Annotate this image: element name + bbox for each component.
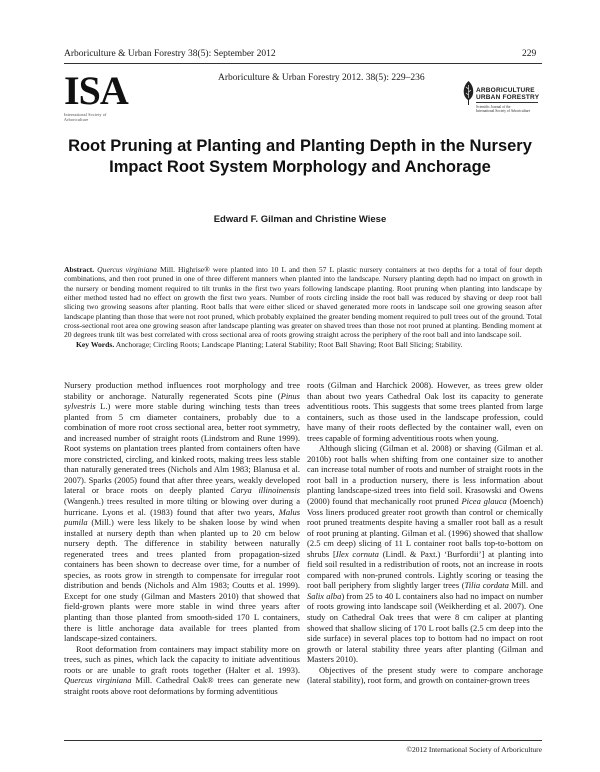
abstract	[64, 265, 542, 349]
auf-logo-subtitle	[476, 105, 542, 114]
copyright: ©2012 International Society of Arboriculture	[406, 745, 542, 754]
abstract-label: Abstract.	[64, 265, 95, 274]
abstract-body	[64, 265, 542, 340]
species-name: Ilex cornuta	[335, 548, 379, 559]
body-text: Mill. Cathedral Oak® trees can generate new straight roots above root deformations by forming adventitious	[64, 675, 300, 696]
body-text: (Mill.) were less likely to be shaken loose by wind when installed at nursery depth than when planted up to 20 cm below nursery depth. The difference in stability between naturally regenerated trees and trees planted from propagation-sized containers has been shown to decrease over time, for a number of species, as roots grow in strength to compensate for irregular root distribution and bends (Nichols and Alm 1983; Coutts et al. 1999). Except for one study (Gilman and Masters 2010) that showed that field-grown plants were more stable in wind three years after planting than those planted from smooth-sided 170 L containers, there is little anchorage data available for trees planted from landscape-sized containers.	[64, 517, 300, 644]
page-number: 229	[522, 49, 537, 59]
body-paragraph	[64, 644, 300, 697]
tree-icon	[462, 80, 475, 106]
abstract-species: Quercus virginiana	[97, 265, 157, 274]
body-text: (Wangenh.) trees resulted in more tilting or blowing over during a hurricane. Lyons et al. (1983) found that after two years,	[64, 496, 300, 517]
body-text: Mill. and	[508, 580, 543, 591]
keywords	[64, 340, 542, 349]
abstract-text: Mill. Highrise® were planted into 10 L and then 57 L plastic nursery containers at two depths for a total of four depth combinations, and then root pruned in one of three different manners when planted into the landscape. Nursery planting depth had no impact on growth in the nursery or bending moment required to tilt trunks in the first two years following landscape planting. Root pruning when planting into landscape by either method tested had no effect on growth the first two years. Number of roots circling inside the root ball was reduced by shaving or deep root ball slicing two growing seasons after planting. Root balls that were either sliced or shaved generated more roots in landscape soil one growing season after landscape planting than those that were not root pruned, which probably explained the greater bending moment required to pull trees out of the ground. Total cross-sectional root area one growing season after landscape planting was greater on shaved trees than those not root pruned at planting. Bending moment at 20 degrees trunk tilt was best correlated with cross sectional area of roots growing straight across the periphery of the root ball and into landscape soil.	[64, 265, 542, 340]
species-name: Pinus sylvestris	[64, 390, 300, 412]
auf-logo-text	[476, 87, 539, 101]
species-name: Salix alba	[307, 590, 342, 601]
isa-logo-tagline: International Society of Arboriculture	[64, 112, 107, 122]
body-text: Nursery production method influences root morphology and tree stability or anchorage. Naturally regenerated Scots pine (	[64, 380, 300, 401]
auf-logo-line2: URBAN FORESTRY	[476, 94, 540, 101]
auf-logo	[462, 80, 542, 122]
journal-citation: Arboriculture & Urban Forestry 2012. 38(5): 229–236	[218, 73, 425, 83]
auf-logo-line1: ARBORICULTURE	[476, 87, 535, 94]
body-paragraph: Objectives of the present study were to compare anchorage (lateral stability), root form, and growth on container-grown trees	[307, 664, 543, 686]
auf-logo-sub2: International Society of Arboriculture	[476, 109, 531, 114]
body-paragraph	[64, 380, 300, 644]
header-rule	[64, 63, 542, 64]
keywords-label: Key Words.	[76, 339, 115, 349]
running-head: Arboriculture & Urban Forestry 38(5): September 2012	[64, 49, 276, 59]
species-name: Tilia cordata	[464, 580, 509, 591]
species-name: Quercus virginiana	[64, 675, 132, 686]
title-line-1: Root Pruning at Planting and Planting Depth in the Nursery	[68, 137, 532, 155]
body-text: L.) were more stable during winching tests than trees planted from 5 cm diameter containers, probably due to a combination of more root cross sectional area, better root symmetry, and increased number of straight roots (Lindstrom and Rune 1999). Root systems on plantation trees planted from containers often have more constricted, circling, and kinked roots, making trees less stable than naturally generated trees (Nichols and Alm 1983; Blanusa et al. 2007). Sparks (2005) found that after three years, weakly developed lateral or brace roots on deeply planted	[64, 401, 300, 496]
isa-logo	[64, 68, 128, 122]
body-column-left	[64, 380, 300, 696]
keywords-text: Anchorage; Circling Roots; Landscape Planting; Lateral Stability; Root Ball Shaving; Root Ball Slicing; Stability.	[115, 339, 463, 349]
article-authors: Edward F. Gilman and Christine Wiese	[213, 214, 387, 225]
body-text: ) from 25 to 40 L containers also had no impact on number of roots growing into landscape soil (Weikherding et al. 2007). One study on Cathedral Oak trees that were 8 cm caliper at planting showed that shallow slicing of 170 L root balls (2.5 cm deep into the side surface) in several places top to bottom had no impact on root growth or lateral stability three years after planting (Gilman and Masters 2010).	[307, 590, 543, 665]
species-name: Malus pumila	[64, 506, 300, 528]
isa-logo-letters: ISA	[64, 68, 128, 113]
species-name: Picea glauca	[461, 496, 507, 507]
title-line-2: Impact Root System Morphology and Anchorage	[109, 158, 491, 176]
article-title	[40, 136, 560, 178]
auf-logo-sub1: Scientific Journal of the	[476, 105, 511, 109]
body-paragraph	[307, 443, 543, 664]
body-column-right	[307, 380, 543, 686]
body-text: Root deformation from containers may impact stability more on trees, such as pines, which lack the capacity to initiate adventitious roots or are unable to graft roots together (Halter et al. 1993).	[64, 643, 300, 675]
footer-rule	[64, 740, 542, 741]
species-name: Carya illinoinensis	[230, 485, 301, 496]
body-text: (Moench) Voss liners produced greater root growth than control or chemically root pruned treatments despite having a smaller root ball as a result of root pruning at planting. Gilman et al. (1996) showed that shallow (2.5 cm deep) slicing of 11 L container root balls top-to-bottom on shrubs [	[307, 496, 544, 559]
body-paragraph: roots (Gilman and Harchick 2008). However, as trees grew older than about two years Cathedral Oak lost its capacity to generate adventitious roots. This suggests that some trees planted from large containers, such as those used in the landscape profession, could have many of their roots deflected by the container wall, even on trees capable of forming adventitious roots when young.	[307, 380, 543, 443]
auf-logo-rule	[476, 102, 538, 103]
body-text: Although slicing (Gilman et al. 2008) or shaving (Gilman et al. 2010b) root balls when shifting from one container size to another can increase total number of roots and number of straight roots in the root ball in a production nursery, there is less information about planting landscape-sized trees into field soil. Krasowski and Owens (2000) found that mechanically root pruned	[307, 443, 543, 507]
body-text: (Lindl. & Paxt.) ‘Burfordii’] at planting into field soil resulted in a redistribution of roots, not an increase in roots compared with non-pruned controls. Lightly scoring or teasing the root ball periphery from slightly larger trees (	[307, 548, 544, 591]
